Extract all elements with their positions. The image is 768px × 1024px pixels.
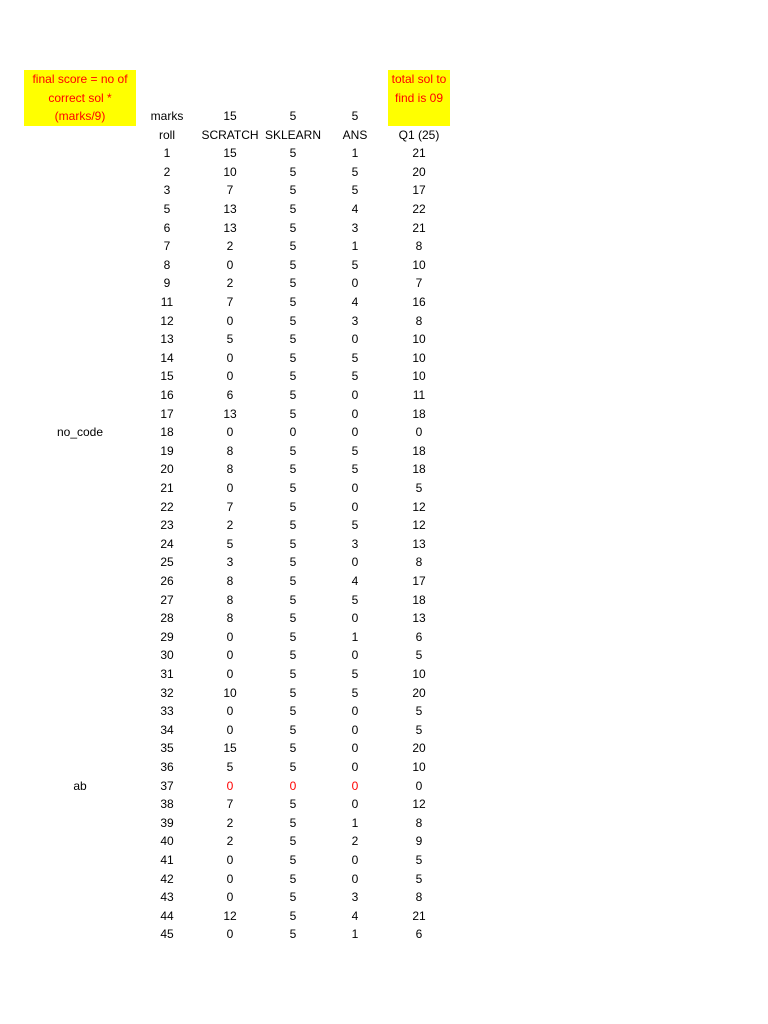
cell-scratch: 0 — [226, 350, 234, 365]
cell-scratch: 2 — [226, 834, 234, 849]
cell-roll: 27 — [160, 592, 174, 607]
cell-scratch: 12 — [223, 908, 237, 923]
cell-ans: 0 — [351, 722, 359, 737]
cell-q1: 10 — [412, 667, 426, 681]
cell-ans: 5 — [351, 183, 359, 198]
cell-ans: 1 — [351, 815, 359, 830]
cell-ans: 5 — [351, 164, 359, 179]
cell-roll: 40 — [160, 834, 174, 849]
cell-scratch: 2 — [226, 815, 234, 830]
cell-roll: 3 — [163, 183, 171, 198]
header-sklearn: SKLEARN — [264, 127, 322, 142]
cell-scratch: 0 — [226, 648, 234, 663]
cell-sklearn: 5 — [289, 369, 297, 384]
cell-ans: 0 — [351, 332, 359, 347]
cell-q1: 0 — [415, 425, 423, 440]
cell-roll: 30 — [160, 648, 174, 663]
cell-q1: 8 — [415, 555, 423, 570]
cell-scratch: 7 — [226, 183, 234, 198]
row-remark: ab — [73, 778, 87, 793]
cell-sklearn: 5 — [289, 760, 297, 774]
cell-roll: 17 — [160, 406, 174, 421]
cell-roll: 32 — [160, 685, 174, 700]
cell-q1: 12 — [412, 518, 426, 533]
cell-sklearn: 5 — [289, 239, 297, 254]
cell-ans: 0 — [351, 499, 359, 514]
cell-sklearn: 5 — [289, 611, 297, 626]
cell-sklearn: 0 — [289, 425, 297, 440]
cell-ans: 3 — [351, 313, 359, 328]
cell-scratch: 5 — [226, 536, 234, 551]
cell-roll: 7 — [163, 239, 171, 254]
cell-ans: 4 — [351, 574, 359, 588]
row-remark: no_code — [56, 425, 104, 440]
cell-q1: 5 — [415, 481, 423, 495]
cell-scratch: 15 — [223, 741, 237, 756]
cell-sklearn: 5 — [289, 481, 297, 495]
cell-q1: 0 — [415, 778, 423, 793]
cell-scratch: 0 — [226, 313, 234, 328]
cell-q1: 20 — [412, 164, 426, 179]
cell-scratch: 7 — [226, 499, 234, 514]
cell-scratch: 7 — [226, 295, 234, 309]
header-ans: ANS — [342, 127, 368, 142]
cell-q1: 10 — [412, 332, 426, 347]
cell-sklearn: 5 — [289, 276, 297, 291]
cell-roll: 24 — [160, 536, 174, 551]
cell-sklearn: 5 — [289, 220, 297, 235]
cell-roll: 16 — [160, 388, 174, 402]
cell-roll: 22 — [160, 499, 174, 514]
cell-ans: 3 — [351, 220, 359, 235]
cell-ans: 1 — [351, 239, 359, 254]
cell-sklearn: 5 — [289, 257, 297, 272]
cell-sklearn: 5 — [289, 629, 297, 644]
cell-ans: 0 — [351, 871, 359, 886]
cell-q1: 18 — [412, 443, 426, 458]
cell-ans: 0 — [351, 611, 359, 626]
cell-q1: 10 — [412, 369, 426, 384]
cell-ans: 0 — [351, 778, 359, 793]
cell-roll: 38 — [160, 797, 174, 812]
cell-scratch: 0 — [226, 481, 234, 495]
cell-sklearn: 5 — [289, 667, 297, 681]
cell-sklearn: 5 — [289, 648, 297, 663]
cell-scratch: 8 — [226, 443, 234, 458]
cell-ans: 5 — [351, 592, 359, 607]
cell-roll: 1 — [163, 146, 171, 161]
cell-roll: 39 — [160, 815, 174, 830]
cell-roll: 18 — [160, 425, 174, 440]
cell-q1: 20 — [412, 741, 426, 756]
cell-roll: 19 — [160, 443, 174, 458]
cell-roll: 31 — [160, 667, 174, 681]
cell-sklearn: 5 — [289, 202, 297, 216]
cell-q1: 5 — [415, 648, 423, 663]
cell-scratch: 15 — [223, 146, 237, 161]
total-solutions-note: total sol to find is 09 — [388, 70, 450, 126]
cell-scratch: 0 — [226, 369, 234, 384]
cell-roll: 41 — [160, 853, 174, 867]
cell-q1: 20 — [412, 685, 426, 700]
cell-sklearn: 5 — [289, 927, 297, 942]
cell-roll: 8 — [163, 257, 171, 272]
cell-roll: 35 — [160, 741, 174, 756]
cell-ans: 0 — [351, 481, 359, 495]
cell-ans: 0 — [351, 704, 359, 719]
cell-ans: 2 — [351, 834, 359, 849]
cell-roll: 45 — [160, 927, 174, 942]
cell-q1: 9 — [415, 834, 423, 849]
cell-q1: 5 — [415, 853, 423, 867]
marks-label: marks — [150, 109, 184, 123]
cell-scratch: 0 — [226, 667, 234, 681]
cell-scratch: 5 — [226, 332, 234, 347]
cell-sklearn: 5 — [289, 704, 297, 719]
cell-sklearn: 5 — [289, 295, 297, 309]
cell-ans: 5 — [351, 518, 359, 533]
cell-roll: 21 — [160, 481, 174, 495]
cell-roll: 25 — [160, 555, 174, 570]
cell-ans: 0 — [351, 388, 359, 402]
score-formula-note: final score = no of correct sol * (marks/9) — [24, 70, 136, 126]
cell-ans: 0 — [351, 276, 359, 291]
cell-roll: 15 — [160, 369, 174, 384]
cell-roll: 42 — [160, 871, 174, 886]
cell-sklearn: 5 — [289, 834, 297, 849]
cell-q1: 17 — [412, 574, 426, 588]
marks-ans: 5 — [351, 109, 359, 123]
cell-ans: 5 — [351, 369, 359, 384]
cell-q1: 16 — [412, 295, 426, 309]
cell-q1: 8 — [415, 890, 423, 905]
cell-scratch: 3 — [226, 555, 234, 570]
cell-sklearn: 5 — [289, 462, 297, 477]
cell-sklearn: 5 — [289, 741, 297, 756]
cell-q1: 13 — [412, 611, 426, 626]
cell-sklearn: 5 — [289, 890, 297, 905]
cell-roll: 9 — [163, 276, 171, 291]
cell-q1: 21 — [412, 220, 426, 235]
cell-roll: 13 — [160, 332, 174, 347]
cell-sklearn: 5 — [289, 797, 297, 812]
cell-q1: 21 — [412, 908, 426, 923]
cell-roll: 6 — [163, 220, 171, 235]
cell-scratch: 8 — [226, 574, 234, 588]
cell-roll: 36 — [160, 760, 174, 774]
cell-q1: 18 — [412, 592, 426, 607]
cell-ans: 5 — [351, 257, 359, 272]
cell-q1: 11 — [412, 388, 426, 402]
marks-scratch: 15 — [223, 109, 237, 123]
cell-scratch: 2 — [226, 239, 234, 254]
cell-scratch: 2 — [226, 518, 234, 533]
cell-scratch: 13 — [223, 220, 237, 235]
cell-roll: 28 — [160, 611, 174, 626]
cell-sklearn: 5 — [289, 536, 297, 551]
cell-q1: 6 — [415, 629, 423, 644]
cell-roll: 14 — [160, 350, 174, 365]
cell-ans: 4 — [351, 908, 359, 923]
cell-q1: 18 — [412, 462, 426, 477]
cell-scratch: 0 — [226, 778, 234, 793]
cell-ans: 5 — [351, 443, 359, 458]
cell-roll: 26 — [160, 574, 174, 588]
cell-roll: 12 — [160, 313, 174, 328]
cell-scratch: 0 — [226, 927, 234, 942]
cell-sklearn: 5 — [289, 164, 297, 179]
cell-q1: 12 — [412, 499, 426, 514]
cell-roll: 2 — [163, 164, 171, 179]
cell-ans: 4 — [351, 295, 359, 309]
cell-scratch: 6 — [226, 388, 234, 402]
cell-roll: 5 — [163, 202, 171, 216]
cell-q1: 18 — [412, 406, 426, 421]
cell-sklearn: 5 — [289, 183, 297, 198]
cell-scratch: 0 — [226, 425, 234, 440]
marks-sklearn: 5 — [289, 109, 297, 123]
cell-scratch: 13 — [223, 202, 237, 216]
cell-ans: 0 — [351, 797, 359, 812]
cell-ans: 3 — [351, 536, 359, 551]
cell-q1: 13 — [412, 536, 426, 551]
cell-scratch: 2 — [226, 276, 234, 291]
cell-sklearn: 5 — [289, 443, 297, 458]
cell-q1: 10 — [412, 760, 426, 774]
cell-q1: 17 — [412, 183, 426, 198]
cell-sklearn: 5 — [289, 685, 297, 700]
cell-ans: 0 — [351, 406, 359, 421]
cell-q1: 8 — [415, 313, 423, 328]
cell-q1: 21 — [412, 146, 426, 161]
cell-q1: 5 — [415, 722, 423, 737]
cell-scratch: 0 — [226, 853, 234, 867]
cell-ans: 0 — [351, 760, 359, 774]
cell-scratch: 0 — [226, 722, 234, 737]
cell-scratch: 0 — [226, 629, 234, 644]
cell-sklearn: 5 — [289, 555, 297, 570]
cell-sklearn: 5 — [289, 518, 297, 533]
cell-sklearn: 5 — [289, 853, 297, 867]
cell-ans: 5 — [351, 667, 359, 681]
cell-q1: 10 — [412, 257, 426, 272]
cell-ans: 1 — [351, 927, 359, 942]
cell-scratch: 0 — [226, 257, 234, 272]
cell-ans: 3 — [351, 890, 359, 905]
cell-sklearn: 5 — [289, 722, 297, 737]
cell-scratch: 13 — [223, 406, 237, 421]
cell-scratch: 0 — [226, 704, 234, 719]
cell-sklearn: 5 — [289, 388, 297, 402]
cell-ans: 4 — [351, 202, 359, 216]
cell-scratch: 0 — [226, 890, 234, 905]
cell-q1: 5 — [415, 871, 423, 886]
cell-roll: 23 — [160, 518, 174, 533]
cell-roll: 29 — [160, 629, 174, 644]
cell-sklearn: 5 — [289, 871, 297, 886]
cell-scratch: 8 — [226, 462, 234, 477]
cell-roll: 34 — [160, 722, 174, 737]
cell-sklearn: 0 — [289, 778, 297, 793]
cell-scratch: 10 — [223, 685, 237, 700]
cell-ans: 0 — [351, 741, 359, 756]
cell-roll: 33 — [160, 704, 174, 719]
cell-scratch: 5 — [226, 760, 234, 774]
cell-ans: 0 — [351, 555, 359, 570]
header-roll: roll — [158, 127, 175, 142]
cell-sklearn: 5 — [289, 406, 297, 421]
cell-roll: 20 — [160, 462, 174, 477]
header-scratch: SCRATCH — [201, 127, 259, 142]
cell-q1: 10 — [412, 350, 426, 365]
cell-ans: 5 — [351, 685, 359, 700]
cell-ans: 5 — [351, 462, 359, 477]
cell-q1: 7 — [415, 276, 423, 291]
cell-scratch: 8 — [226, 611, 234, 626]
cell-q1: 8 — [415, 239, 423, 254]
cell-q1: 5 — [415, 704, 423, 719]
cell-roll: 44 — [160, 908, 174, 923]
cell-sklearn: 5 — [289, 313, 297, 328]
cell-sklearn: 5 — [289, 146, 297, 161]
cell-sklearn: 5 — [289, 350, 297, 365]
cell-q1: 6 — [415, 927, 423, 942]
cell-sklearn: 5 — [289, 815, 297, 830]
cell-scratch: 8 — [226, 592, 234, 607]
cell-ans: 1 — [351, 629, 359, 644]
cell-scratch: 7 — [226, 797, 234, 812]
cell-q1: 8 — [415, 815, 423, 830]
cell-ans: 0 — [351, 648, 359, 663]
cell-q1: 22 — [412, 202, 426, 216]
header-q1: Q1 (25) — [398, 127, 440, 142]
cell-scratch: 10 — [223, 164, 237, 179]
cell-scratch: 0 — [226, 871, 234, 886]
cell-sklearn: 5 — [289, 574, 297, 588]
cell-roll: 43 — [160, 890, 174, 905]
cell-sklearn: 5 — [289, 592, 297, 607]
cell-roll: 37 — [160, 778, 174, 793]
cell-q1: 12 — [412, 797, 426, 812]
cell-ans: 1 — [351, 146, 359, 161]
cell-ans: 5 — [351, 350, 359, 365]
cell-ans: 0 — [351, 853, 359, 867]
cell-roll: 11 — [160, 295, 174, 309]
cell-sklearn: 5 — [289, 499, 297, 514]
cell-sklearn: 5 — [289, 908, 297, 923]
cell-ans: 0 — [351, 425, 359, 440]
cell-sklearn: 5 — [289, 332, 297, 347]
